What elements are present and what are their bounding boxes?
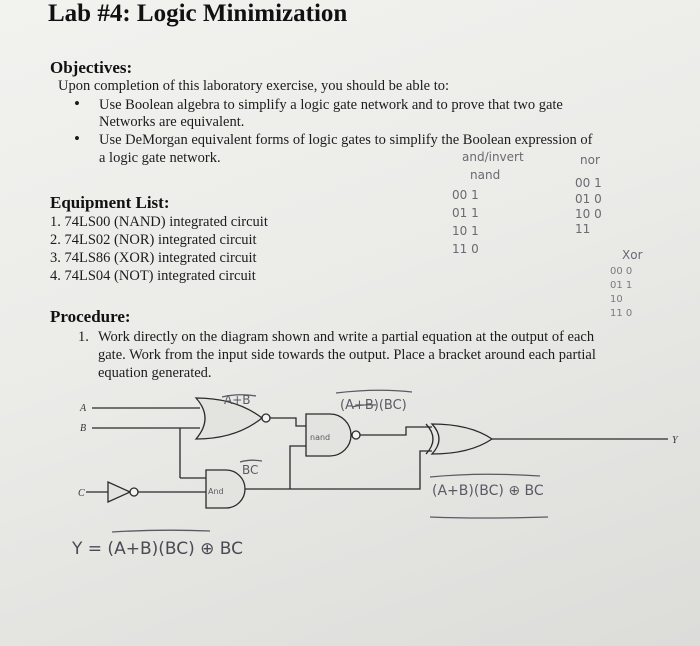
nor-table-row: 11 [575,222,591,236]
objective-2-line2: a logic gate network. [99,150,221,166]
note-and-invert: and/invert [462,150,524,164]
procedure-line-1: Work directly on the diagram shown and write a partial equation at the output of each [98,329,595,345]
nor-bubble [262,414,270,422]
nor-table-row: 01 0 [575,192,602,206]
wire-nor-out [270,418,306,426]
equipment-item-2: 2. 74LS02 (NOR) integrated circuit [50,232,257,248]
nor-table-row: 10 0 [575,207,602,221]
underline-partial-2 [430,517,548,518]
xor-extra-arc [426,424,433,454]
nand-table-row: 01 1 [452,206,479,220]
label-a: A [80,403,87,414]
overline-partial-1 [336,390,412,393]
equipment-heading: Equipment List: [50,193,170,212]
not-bubble [130,488,138,496]
nand-table-row: 10 1 [452,224,479,238]
objectives-heading: Objectives: [50,58,133,77]
label-y: Y [672,435,678,446]
equipment-item-4: 4. 74LS04 (NOT) integrated circuit [50,268,256,284]
objective-2-line1: Use DeMorgan equivalent forms of logic gates to simplify the Boolean expression of [99,132,593,148]
lab-title: Lab #4: Logic Minimization [48,0,348,27]
note-nand-gate-label: nand [310,433,331,442]
nor-table-row: 00 1 [575,176,602,190]
procedure-heading: Procedure: [50,307,131,326]
overline-bc-2 [240,460,262,462]
wire-nand-out [360,427,432,435]
nand-table-row: 00 1 [452,188,479,202]
nand-table-row: 11 0 [452,242,479,256]
xor-table-row: 01 1 [610,280,633,291]
note-nor: nor [580,153,600,167]
note-partial-2: (A+B)(BC) ⊕ BC [432,483,544,499]
xor-table-row: 00 0 [610,266,633,277]
note-partial-1: (A+B)(BC) [340,398,407,413]
label-c: C [78,488,85,499]
nand-bubble [352,431,360,439]
procedure-line-2: gate. Work from the input side towards the output. Place a bracket around each partial [98,347,596,363]
note-bc: BC [242,463,259,477]
final-equation: Y = (A+B)(BC) ⊕ BC [72,539,244,559]
note-nand: nand [470,168,501,182]
label-b: B [80,423,87,434]
overline-partial-2 [430,474,540,477]
wire-and-to-xor [290,451,432,489]
note-xor: Xor [622,248,643,262]
bullet-dot-icon: • [74,94,80,113]
note-and-label: And [208,487,224,496]
objective-1-line2: Networks are equivalent. [99,114,245,130]
xor-gate [432,424,492,454]
xor-table-row: 10 [610,294,623,305]
note-a-plus-b: A+B [224,393,251,407]
objective-1-line1: Use Boolean algebra to simplify a logic gate network and to prove that two gate [99,97,563,113]
overline-final [112,530,210,532]
not-gate [108,482,130,502]
equipment-item-3: 3. 74LS86 (XOR) integrated circuit [50,250,257,266]
wire-and-to-nand [290,446,306,489]
procedure-line-3: equation generated. [98,365,212,381]
equipment-item-1: 1. 74LS00 (NAND) integrated circuit [50,214,268,230]
xor-table-row: 11 0 [610,308,633,319]
procedure-step-number: 1. [78,329,89,345]
objectives-intro: Upon completion of this laboratory exercise, you should be able to: [58,78,450,94]
bullet-dot-icon: • [74,129,80,148]
